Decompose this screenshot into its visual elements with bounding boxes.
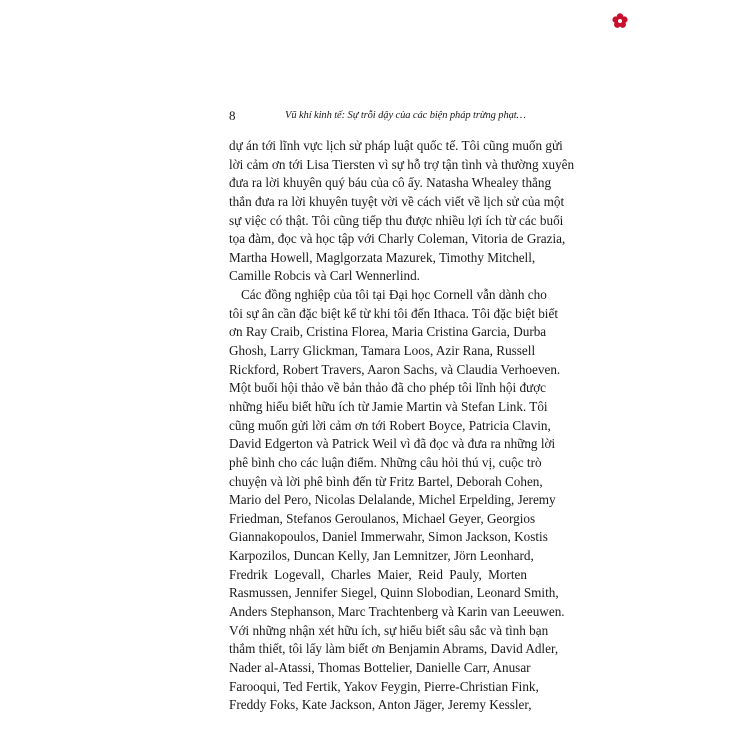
- text-line: tôi sự ân cần đặc biệt kể từ khi tôi đến Ithaca. Tôi đặc biệt biết: [229, 305, 558, 321]
- text-line: lời cảm ơn tới Lisa Tiersten vì sự hỗ trợ tận tình và thường xuyên: [229, 156, 575, 172]
- text-line: Mario del Pero, Nicolas Delalande, Michel Erpelding, Jeremy: [229, 492, 556, 508]
- text-line: tọa đàm, đọc và học tập với Charly Coleman, Vitoria de Grazia,: [229, 231, 566, 247]
- text-line: Camille Robcis và Carl Wennerlind.: [229, 268, 420, 284]
- text-line: David Edgerton và Patrick Weil vì đã đọc và đưa ra những lời: [229, 436, 556, 452]
- text-line: Farooqui, Ted Fertik, Yakov Feygin, Pierre-Christian Fink,: [229, 678, 539, 694]
- text-line: sự việc có thật. Tôi cũng tiếp thu được nhiều lợi ích từ các buổi: [229, 212, 564, 228]
- text-line: thắn đưa ra lời khuyên tuyệt vời về cách viết về lịch sử của một: [229, 193, 565, 209]
- text-line: Một buổi hội thảo về bản thảo đã cho phép tôi lĩnh hội được: [229, 380, 547, 396]
- text-line: Giannakopoulos, Daniel Immerwahr, Simon Jackson, Kostis: [229, 529, 548, 545]
- text-line: chuyện và lời phê bình đến từ Fritz Bartel, Deborah Cohen,: [229, 473, 543, 489]
- text-line: Với những nhận xét hữu ích, sự hiểu biết sâu sắc và tình bạn: [229, 622, 549, 638]
- text-line: Anders Stephanson, Marc Trachtenberg và Karin van Leeuwen.: [229, 604, 565, 620]
- text-line: Karpozilos, Duncan Kelly, Jan Lemnitzer, Jörn Leonhard,: [229, 548, 534, 564]
- running-title: Vũ khí kinh tế: Sự trỗi dậy của các biện pháp trừng phạt…: [285, 110, 526, 121]
- text-line: dự án tới lĩnh vực lịch sử pháp luật quốc tế. Tôi cũng muốn gửi: [229, 138, 563, 153]
- text-line: thắm thiết, tôi lấy làm biết ơn Benjamin Abrams, David Adler,: [229, 641, 559, 657]
- page-header: [229, 108, 527, 124]
- text-line: Ghosh, Larry Glickman, Tamara Loos, Azir Rana, Russell: [229, 343, 536, 359]
- body-text: [229, 137, 575, 715]
- text-line: cũng muốn gửi lời cảm ơn tới Robert Boyce, Patricia Clavin,: [229, 417, 551, 433]
- text-line: những hiểu biết hữu ích từ Jamie Martin và Stefan Link. Tôi: [229, 398, 548, 414]
- text-line: Các đồng nghiệp của tôi tại Đại học Cornell vẫn dành cho: [241, 287, 547, 303]
- text-line: Freddy Foks, Kate Jackson, Anton Jäger, Jeremy Kessler,: [229, 697, 532, 713]
- text-line: ơn Ray Craib, Cristina Florea, Maria Cristina Garcia, Durba: [229, 324, 547, 340]
- text-line: Rickford, Robert Travers, Aaron Sachs, và Claudia Verhoeven.: [229, 361, 561, 377]
- text-line: đưa ra lời khuyên quý báu của cô ấy. Natasha Whealey thẳng: [229, 175, 552, 191]
- page-number: 8: [229, 108, 236, 123]
- text-line: Rasmussen, Jennifer Siegel, Quinn Slobodian, Leonard Smith,: [229, 585, 559, 601]
- text-line: Fredrik Logevall, Charles Maier, Reid Pauly, Morten: [229, 566, 527, 582]
- text-line: Friedman, Stefanos Geroulanos, Michael Geyer, Georgios: [229, 510, 536, 526]
- text-line: Martha Howell, Maglgorzata Mazurek, Timothy Mitchell,: [229, 249, 536, 265]
- text-line: phê bình cho các luận điểm. Những câu hỏi thú vị, cuộc trò: [229, 454, 542, 470]
- paragraph-2: [229, 286, 565, 715]
- text-line: Nader al-Atassi, Thomas Bottelier, Danielle Carr, Anusar: [229, 659, 531, 675]
- publisher-logo-icon: [611, 12, 629, 30]
- paragraph-1: [229, 137, 575, 286]
